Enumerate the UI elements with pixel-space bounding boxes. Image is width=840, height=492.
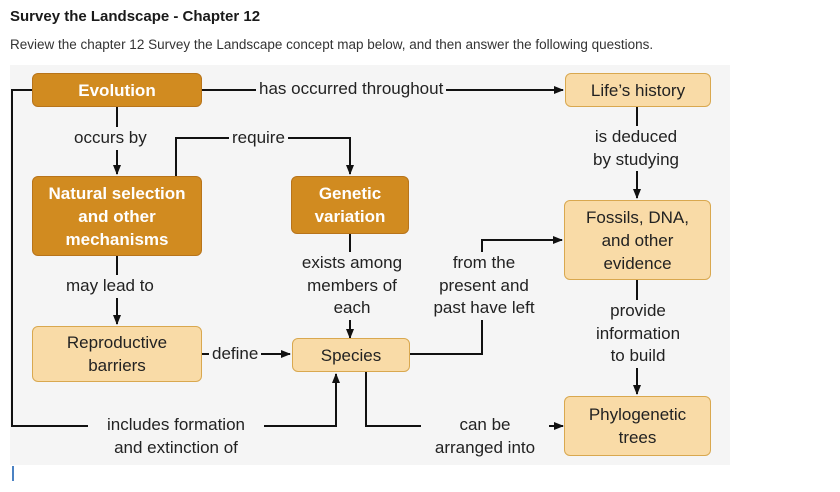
label-from-present: from the present and past have left (420, 252, 548, 320)
node-fossils-dna: Fossils, DNA, and other evidence (564, 200, 711, 280)
node-reproductive-barriers: Reproductive barriers (32, 326, 202, 382)
node-phylogenetic-trees: Phylogenetic trees (564, 396, 711, 456)
label-includes-formation: includes formation and extinction of (88, 414, 264, 459)
label-occurs-by: occurs by (71, 127, 150, 150)
label-define: define (209, 343, 261, 366)
instructions-text: Review the chapter 12 Survey the Landscape concept map below, and then answer the following questions. (10, 37, 654, 52)
label-is-deduced: is deduced by studying (585, 126, 687, 171)
label-may-lead-to: may lead to (63, 275, 157, 298)
node-evolution: Evolution (32, 73, 202, 107)
node-species: Species (292, 338, 410, 372)
label-provide-info: provide information to build (585, 300, 691, 368)
label-exists-among: exists among members of each (290, 252, 414, 320)
label-require: require (229, 127, 288, 150)
node-lifes-history: Life’s history (565, 73, 711, 107)
label-can-be-arranged: can be arranged into (421, 414, 549, 459)
node-natural-selection: Natural selection and other mechanisms (32, 176, 202, 256)
text-cursor (12, 466, 14, 481)
page-title: Survey the Landscape - Chapter 12 (10, 8, 261, 25)
node-genetic-variation: Genetic variation (291, 176, 409, 234)
label-has-occurred: has occurred throughout (256, 78, 446, 101)
